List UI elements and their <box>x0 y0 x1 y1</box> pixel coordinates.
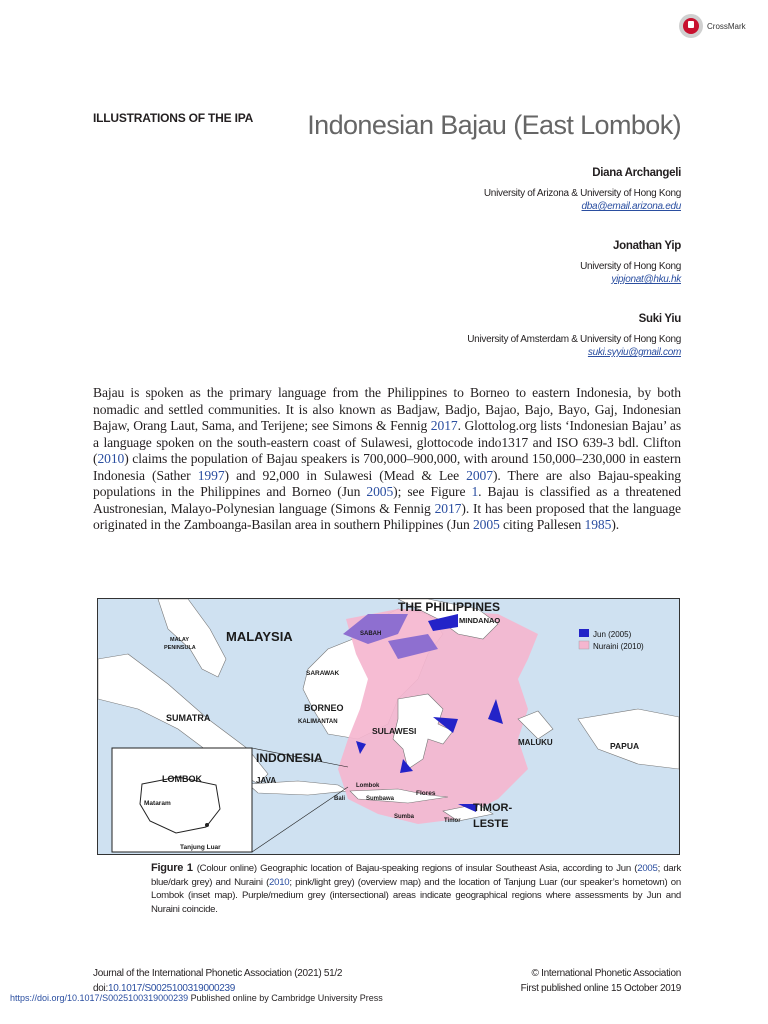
author-affiliation: University of Hong Kong <box>580 261 681 272</box>
figure-caption <box>151 862 681 916</box>
caption-text: ; pink/light grey) (overview map) and the location of Tanjung Luar (our speaker’s hometown) on Lombok (inset map). Purple/medium grey (intersectional) areas indicate geographical regions where assessments by Jun and Nuraini coincide. <box>151 876 681 915</box>
map-svg <box>98 599 679 854</box>
label-lombok-small: Lombok <box>356 783 380 789</box>
legend-label-nuraini: Nuraini (2010) <box>593 642 644 651</box>
figure-label: Figure 1 <box>151 862 193 874</box>
series-label: ILLUSTRATIONS OF THE IPA <box>93 111 254 125</box>
citation-link[interactable]: 2010 <box>269 876 290 888</box>
label-indonesia: INDONESIA <box>256 751 323 765</box>
citation-link[interactable]: 2017 <box>434 500 462 516</box>
author-name: Suki Yiu <box>638 313 681 325</box>
author-email-link[interactable]: suki.syyiu@gmail.com <box>587 347 681 358</box>
crossmark-icon <box>679 14 703 38</box>
label-malay-peninsula: PENINSULA <box>164 645 196 651</box>
label-sabah: SABAH <box>360 631 382 637</box>
citation-link[interactable]: 1997 <box>197 467 225 483</box>
legend-label-jun: Jun (2005) <box>593 630 632 639</box>
publication-date: First published online 15 October 2019 <box>520 983 681 994</box>
citation-link[interactable]: 1985 <box>584 517 612 532</box>
tanjung-luar-dot <box>205 823 209 827</box>
article-title: Indonesian Bajau (East Lombok) <box>307 110 681 140</box>
text-run: ). <box>611 517 620 532</box>
caption-text: ; dark blue/dark grey) and Nuraini ( <box>151 863 681 888</box>
label-philippines: THE PHILIPPINES <box>398 600 501 614</box>
author-affiliation: University of Amsterdam & University of Hong Kong <box>467 334 681 345</box>
bajau-region-map <box>97 598 680 855</box>
text-run: ) claims the population of Bajau speakers is 700,000–900,000, with around 150,000–230,000 in eastern Indonesia (Sather <box>93 451 681 483</box>
doi-url-link[interactable]: https://doi.org/10.1017/S0025100319000239 <box>10 993 189 1003</box>
text-run: ); see Figure <box>393 484 472 499</box>
author-name: Diana Archangeli <box>592 167 681 179</box>
author-email-link[interactable]: yipjonat@hku.hk <box>611 274 681 285</box>
citation-link[interactable]: 2010 <box>97 451 125 466</box>
label-papua: PAPUA <box>610 741 640 751</box>
label-sumatra: SUMATRA <box>166 713 211 723</box>
label-timor: Timor <box>444 818 461 824</box>
journal-citation: Journal of the International Phonetic Association (2021) 51/2 <box>93 968 343 979</box>
copyright-notice: © International Phonetic Association <box>531 968 681 979</box>
label-borneo: BORNEO <box>304 703 344 713</box>
doi-bar <box>10 993 383 1003</box>
author-email-link[interactable]: dba@email.arizona.edu <box>581 201 681 212</box>
text-run: ). It has been proposed that the language originated in the Zamboanga-Basilan area in southern Philippines (Jun <box>93 500 681 532</box>
doi-link[interactable]: 10.1017/S0025100319000239 <box>107 983 236 994</box>
cup-notice: Published online by Cambridge University Press <box>188 993 383 1003</box>
text-run: . Glottolog.org lists ‘Indonesian Bajau’ as a language spoken on the south-eastern coast of Sulawesi, glottocode indo1317 and ISO 639-3 bdl. Clifton ( <box>93 418 682 466</box>
label-mindanao: MINDANAO <box>459 616 501 625</box>
publication-footer <box>521 966 681 996</box>
author-block-3 <box>467 313 681 358</box>
label-timor-leste: LESTE <box>473 818 509 830</box>
journal-footer <box>93 966 342 996</box>
citation-link[interactable]: 2005 <box>637 863 658 874</box>
citation-link[interactable]: 2005 <box>472 517 500 532</box>
author-affiliation: University of Arizona & University of Hong Kong <box>483 188 681 199</box>
label-maluku: MALUKU <box>518 738 553 747</box>
citation-link[interactable]: 2017 <box>430 418 458 433</box>
text-run: Bajau is spoken as the primary language from the Philippines to Borneo to eastern Indonesia, by both nomadic and settled communities. It is also known as Badjaw, Badjo, Bajao, Bajo, Bayo, Gaj, Indonesian Bajaw, Orang Laut, Sama, and Terijene; see Simons & Fennig <box>93 385 681 433</box>
text-run: ). There are also Bajau-speaking populations in the Philippines and Borneo (Jun <box>93 467 681 499</box>
doi-prefix: doi: <box>93 983 108 994</box>
text-run: ) and 92,000 in Sulawesi (Mead & Lee <box>224 467 467 483</box>
label-sulawesi: SULAWESI <box>372 726 417 736</box>
author-name: Jonathan Yip <box>613 240 681 252</box>
label-sumbawa: Sumbawa <box>366 796 395 802</box>
label-sarawak: SARAWAK <box>306 670 340 677</box>
caption-text: (Colour online) Geographic location of Bajau-speaking regions of insular Southeast Asia, according to Jun ( <box>196 863 638 874</box>
citation-link[interactable]: 2007 <box>466 467 493 483</box>
figure-link[interactable]: 1 <box>471 484 479 499</box>
author-block-2 <box>580 240 681 285</box>
intro-paragraph <box>93 385 681 534</box>
label-timor-leste: TIMOR- <box>473 802 513 814</box>
crossmark-label: CrossMark <box>707 21 746 31</box>
label-inset-tanjung-luar: Tanjung Luar <box>180 844 221 851</box>
legend-swatch-jun <box>579 629 589 637</box>
legend-swatch-nuraini <box>579 641 589 649</box>
citation-link[interactable]: 2005 <box>366 484 394 499</box>
label-sumba: Sumba <box>394 814 415 820</box>
label-malaysia: MALAYSIA <box>226 629 293 644</box>
label-kalimantan: KALIMANTAN <box>298 719 338 725</box>
text-run: . Bajau is classified as a threatened Austronesian, Malayo-Polynesian language (Simons & Fennig <box>93 484 681 516</box>
text-run: citing Pallesen <box>499 517 585 532</box>
label-malay-peninsula: MALAY <box>170 637 190 643</box>
label-inset-mataram: Mataram <box>144 800 171 807</box>
label-java: JAVA <box>256 776 277 785</box>
label-bali: Bali <box>334 796 346 802</box>
label-flores: Flores <box>416 790 436 797</box>
crossmark-badge[interactable] <box>679 12 759 40</box>
author-block-1 <box>484 167 681 212</box>
label-inset-lombok: LOMBOK <box>162 774 202 784</box>
